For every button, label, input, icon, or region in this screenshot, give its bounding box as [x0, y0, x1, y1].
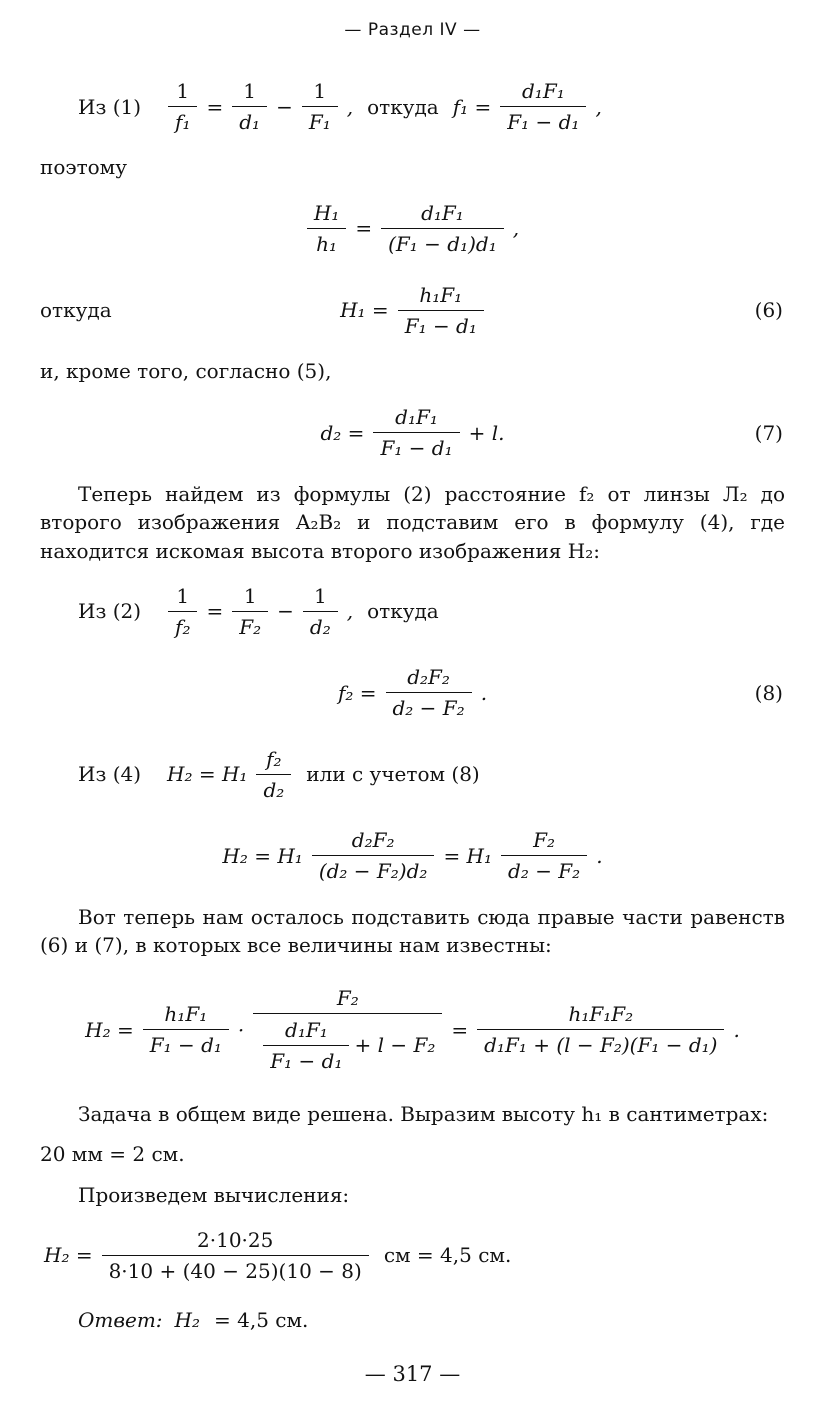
math-token: . — [596, 843, 603, 868]
math-text: 1 — [176, 583, 190, 608]
fraction-denominator — [253, 1014, 442, 1075]
fraction — [373, 404, 459, 461]
equation-h2-final — [81, 985, 744, 1075]
math-text: или с учетом (8) — [306, 762, 480, 787]
fraction — [501, 827, 587, 884]
math-token: H₁ = — [340, 298, 389, 323]
fraction-numerator — [398, 282, 484, 311]
fraction — [303, 583, 338, 640]
fraction — [307, 200, 346, 257]
paragraph-teper: Теперь найдем из формулы (2) расстояние f₂ от линзы Л₂ до второго изображения A₂B₂ и подставим его в формулу (4), где находится искомая высота второго изображения H₂: — [40, 481, 785, 563]
math-token: H₂ = H₁ — [222, 843, 303, 868]
math-token: d₁F₁ — [421, 200, 464, 225]
math-token: H₂ = H₁ — [167, 762, 248, 787]
math-token: H₂ = — [85, 1017, 134, 1042]
equation-number-6: (6) — [754, 298, 783, 323]
math-token: , — [512, 216, 520, 241]
math-token: h₁F₁F₂ — [568, 1002, 634, 1027]
fraction-numerator — [232, 583, 268, 612]
math-token: h₁ — [316, 231, 338, 256]
math-token: h₁F₁ — [164, 1002, 208, 1027]
equation-numeric-result — [40, 1227, 785, 1284]
fraction-denominator — [500, 107, 586, 135]
fraction-denominator — [263, 1046, 349, 1074]
math-text: откуда — [367, 94, 439, 119]
math-token: d₂ − F₂ — [392, 696, 465, 721]
math-text: 1 — [313, 583, 327, 608]
math-token: = — [206, 599, 224, 624]
fraction-numerator — [307, 200, 346, 229]
fraction-denominator — [232, 107, 267, 135]
fraction-denominator — [381, 229, 504, 257]
derivation-line-from-eq4 — [40, 746, 785, 803]
equation-row-h2-intermediate — [40, 827, 785, 885]
math-token: d₂ − F₂ — [508, 859, 581, 884]
fraction-numerator — [477, 1001, 724, 1030]
fraction-denominator — [477, 1030, 724, 1058]
math-token: F₁ − d₁ — [404, 313, 477, 338]
fraction-numerator — [102, 1227, 369, 1256]
fraction-denominator — [232, 612, 268, 640]
math-text: Из (4) — [78, 762, 142, 787]
equation-row-8 — [40, 664, 785, 722]
fraction-numerator — [302, 78, 338, 107]
math-token: , — [346, 599, 354, 624]
math-token: F₁ − d₁ — [149, 1033, 222, 1058]
math-token: d₂ = — [320, 420, 365, 445]
fraction-denominator — [386, 693, 472, 721]
equation-row-7 — [40, 404, 785, 462]
fraction — [477, 1001, 724, 1058]
math-token: d₂ — [309, 614, 331, 639]
fraction — [312, 827, 435, 884]
equation-6 — [336, 282, 489, 339]
math-token: , — [346, 94, 354, 119]
fraction-denominator — [398, 311, 484, 339]
fraction — [263, 1017, 349, 1074]
fraction-numerator — [303, 583, 338, 612]
fraction — [253, 985, 442, 1075]
text-otkuda: откуда — [40, 298, 112, 323]
fraction-denominator — [256, 775, 291, 803]
math-text: 2·10·25 — [197, 1227, 274, 1252]
math-token: , — [595, 94, 602, 119]
math-token: f₂ — [266, 746, 282, 771]
fraction-numerator — [168, 583, 197, 612]
fraction — [381, 200, 504, 257]
fraction-numerator — [168, 78, 197, 107]
math-token: f₁ — [175, 110, 191, 134]
math-text-italic: Ответ: — [78, 1307, 163, 1332]
section-header — [40, 20, 785, 40]
math-token: + l. — [468, 420, 505, 445]
math-token: = — [451, 1017, 469, 1042]
fraction — [232, 583, 268, 640]
paragraph-vot-teper: Вот теперь нам осталось подставить сюда правые части равенств (6) и (7), в которых все величины нам известны: — [40, 904, 785, 958]
math-token: d₂F₂ — [351, 828, 395, 853]
fraction-denominator — [302, 107, 338, 135]
math-text: 8·10 + (40 − 25)(10 − 8) — [108, 1258, 362, 1283]
fraction — [500, 78, 586, 135]
fraction-denominator — [303, 612, 338, 640]
fraction-denominator — [307, 229, 346, 257]
paragraph-proizvedem: Произведем вычисления: — [78, 1182, 350, 1207]
math-text: откуда — [367, 599, 439, 624]
math-token: f₂ = — [337, 680, 377, 705]
math-text: см = 4,5 см. — [383, 1243, 512, 1268]
fraction — [386, 664, 472, 721]
text-poetomu: поэтому — [40, 155, 128, 179]
math-token: d₁ — [239, 110, 261, 134]
math-token: F₁ − d₁ — [380, 436, 453, 461]
paragraph-zadacha-line2: 20 мм = 2 см. — [40, 1142, 185, 1167]
math-text: = 4,5 см. — [214, 1307, 309, 1332]
fraction-denominator — [312, 856, 435, 884]
math-token: F₁ — [308, 110, 331, 134]
math-token: · — [237, 1017, 245, 1042]
math-token: d₂F₂ — [407, 665, 450, 690]
math-token: . — [733, 1017, 740, 1042]
math-token: d₁F₁ + (l − F₂)(F₁ − d₁) — [484, 1033, 718, 1058]
math-token: F₁ − d₁ — [270, 1048, 343, 1073]
equation-row-h2-final — [40, 982, 785, 1078]
fraction-numerator — [143, 1001, 229, 1030]
page-footer — [40, 1344, 785, 1386]
fraction-numerator — [501, 827, 587, 856]
fraction — [256, 746, 291, 803]
fraction — [102, 1227, 369, 1284]
math-token: F₂ — [533, 828, 556, 853]
fraction-denominator — [373, 433, 459, 461]
fraction-numerator — [500, 78, 586, 107]
math-token: H₂ = — [44, 1243, 93, 1268]
math-token: H₁ — [313, 200, 340, 225]
fraction — [232, 78, 267, 135]
fraction-numerator — [253, 985, 442, 1014]
math-token: d₁F₁ — [395, 405, 438, 430]
section-label: — Раздел IV — — [344, 20, 481, 40]
derivation-line-from-eq1 — [40, 78, 785, 135]
fraction-denominator — [501, 856, 587, 884]
text-i-krome-togo: и, кроме того, согласно (5), — [40, 359, 332, 384]
fraction-numerator — [373, 404, 459, 433]
fraction — [398, 282, 484, 339]
math-text: Из (2) — [78, 599, 142, 624]
equation-row-h1-over-h1 — [40, 199, 785, 257]
fraction — [168, 583, 197, 640]
page-number: — 317 — — [364, 1361, 461, 1386]
fraction — [143, 1001, 229, 1058]
fraction-numerator — [386, 664, 472, 693]
fraction-numerator — [263, 1017, 349, 1046]
fraction-numerator — [381, 200, 504, 229]
math-token: . — [480, 680, 488, 705]
answer-line — [40, 1308, 785, 1332]
math-text: 1 — [313, 79, 327, 103]
equation-7 — [317, 404, 509, 461]
math-token: f₂ — [175, 614, 191, 639]
equation-row-6 — [40, 281, 785, 339]
fraction-denominator — [143, 1030, 229, 1058]
math-text: 1 — [243, 79, 257, 103]
math-token: (d₂ − F₂)d₂ — [318, 859, 428, 884]
equation-number-7: (7) — [754, 420, 783, 445]
math-token: + l − F₂ — [354, 1033, 436, 1058]
math-token: = H₁ — [443, 843, 493, 868]
equation-h1-over-h1 — [302, 200, 523, 257]
math-token: (F₁ − d₁)d₁ — [388, 231, 497, 256]
math-token: = — [355, 216, 373, 241]
derivation-line-from-eq2 — [40, 583, 785, 640]
fraction-denominator — [168, 612, 197, 640]
math-token: d₂ — [263, 777, 285, 802]
fraction-denominator — [168, 107, 197, 135]
equation-h2-intermediate — [218, 827, 606, 884]
equation-8 — [334, 664, 491, 721]
fraction-numerator — [312, 827, 435, 856]
math-text: Из (1) — [78, 94, 142, 119]
math-token: h₁F₁ — [419, 282, 463, 307]
math-token: H₂ — [174, 1307, 201, 1332]
fraction — [302, 78, 338, 135]
math-token: d₁F₁ — [285, 1017, 328, 1042]
fraction-numerator — [256, 746, 291, 775]
math-token: F₂ — [239, 614, 262, 639]
paragraph-zadacha-line1: Задача в общем виде решена. Выразим высоту h₁ в сантиметрах: — [78, 1101, 769, 1126]
math-text: 1 — [176, 79, 190, 103]
math-token: d₁F₁ — [522, 79, 565, 103]
math-text: 1 — [243, 583, 257, 608]
math-token: F₁ − d₁ — [507, 110, 580, 134]
math-token: = — [206, 94, 224, 119]
math-token: f₁ = — [452, 94, 492, 119]
fraction-denominator — [102, 1256, 369, 1284]
fraction — [168, 78, 197, 135]
math-token: F₂ — [336, 985, 359, 1010]
math-token: − — [276, 94, 293, 119]
fraction-numerator — [232, 78, 267, 107]
math-token: − — [277, 599, 294, 624]
equation-number-8: (8) — [754, 680, 783, 705]
